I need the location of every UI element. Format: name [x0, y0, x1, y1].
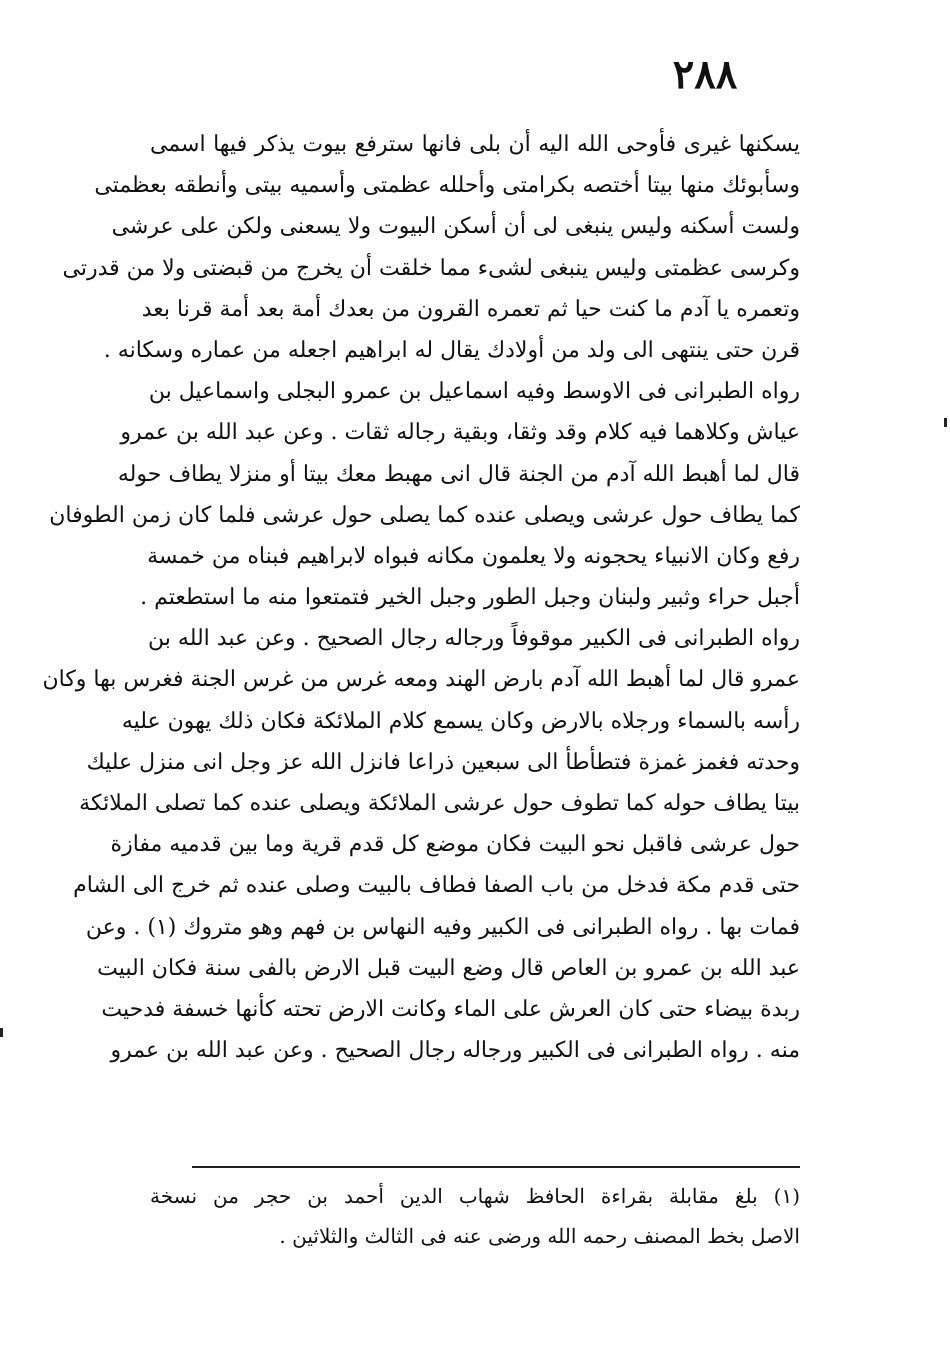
- text-line: يسكنها غيرى فأوحى الله اليه أن بلى فانها سترفع بيوت يذكر فيها اسمى: [150, 132, 800, 157]
- text-line: عبد الله بن عمرو بن العاص قال وضع البيت قبل الارض بالفى سنة فكان البيت: [97, 955, 800, 981]
- text-line: رفع وكان الانبياء يحجونه ولا يعلمون مكانه فبواه لابراهيم فبناه من خمسة: [147, 543, 800, 569]
- text-line: رأسه بالسماء ورجلاه بالارض وكان يسمع كلام الملائكة فكان ذلك يهون عليه: [121, 708, 800, 734]
- text-line: فمات بها . رواه الطبرانى فى الكبير وفيه النهاس بن فهم وهو متروك (١) . وعن: [85, 914, 800, 940]
- text-line: وحدته فغمز غمزة فتطأطأ الى سبعين ذراعا فانزل الله عز وجل انى منزل عليك: [86, 749, 800, 775]
- text-line: وسأبوئك منها بيتا أختصه بكرامتى وأحلله عظمتى وأسميه بيتى وأنطقه بعظمتى: [94, 173, 800, 199]
- text-line: منه . رواه الطبرانى فى الكبير ورجاله رجال الصحيح . وعن عبد الله بن عمرو: [110, 1038, 800, 1064]
- text-line: وكرسى عظمتى وليس ينبغى لشىء مما خلقت أن يخرج من قبضتى ولا من قدرتى: [62, 255, 800, 281]
- text-line: بيتا يطاف حوله كما تطوف حول عرشى الملائكة ويصلى عنده كما تصلى الملائكة: [79, 791, 800, 816]
- text-line: عياش وكلاهما فيه كلام وقد وثقا، وبقية رجاله ثقات . وعن عبد الله بن عمرو: [120, 420, 800, 446]
- text-line: أجبل حراء وثبير ولبنان وجبل الطور وجبل الخير فتمتعوا منه ما استطعتم .: [140, 585, 800, 611]
- text-line: عمرو قال لما أهبط الله آدم بارض الهند ومعه غرس من غرس الجنة فغرس بها وكان: [42, 667, 800, 693]
- text-line: ربدة بيضاء حتى كان العرش على الماء وكانت الارض تحته كأنها خسفة فدحيت: [101, 996, 800, 1022]
- text-line: كما يطاف حول عرشى ويصلى عنده كما يصلى حول عرشى فلما كان زمن الطوفان: [49, 502, 800, 528]
- text-line: قال لما أهبط الله آدم من الجنة قال انى مهبط معك بيتا أو منزلا يطاف حوله: [117, 461, 800, 487]
- footnote-divider: [192, 1166, 800, 1168]
- margin-mark: [944, 418, 947, 427]
- footnote-block: [150, 1176, 800, 1256]
- text-line: حول عرشى فاقبل نحو البيت فكان موضع كل قدم قرية وما بين قدميه مفازة: [110, 832, 800, 858]
- text-line: حتى قدم مكة فدخل من باب الصفا فطاف بالبيت وصلى عنده ثم خرج الى الشام: [73, 873, 800, 899]
- footnote-line: الاصل بخط المصنف رحمه الله ورضى عنه فى الثالث والثلاثين .: [279, 1224, 800, 1248]
- main-text-block: [42, 124, 800, 1071]
- margin-mark: [0, 1028, 3, 1037]
- footnote-line: (١) بلغ مقابلة بقراءة الحافظ شهاب الدين أحمد بن حجر من نسخة: [150, 1184, 800, 1208]
- text-line: رواه الطبرانى فى الاوسط وفيه اسماعيل بن عمرو البجلى واسماعيل بن: [148, 379, 800, 405]
- text-line: قرن حتى ينتهى الى ولد من أولادك يقال له ابراهيم اجعله من عماره وسكانه .: [103, 337, 800, 363]
- text-line: وتعمره يا آدم ما كنت حيا ثم تعمره القرون من بعدك أمة بعد أمة قرنا بعد: [141, 296, 800, 322]
- page-number: ٢٨٨: [672, 51, 738, 98]
- text-line: رواه الطبرانى فى الكبير موقوفاً ورجاله رجال الصحيح . وعن عبد الله بن: [148, 626, 800, 652]
- text-line: ولست أسكنه وليس ينبغى لى أن أسكن البيوت ولا يسعنى ولكن على عرشى: [111, 214, 800, 240]
